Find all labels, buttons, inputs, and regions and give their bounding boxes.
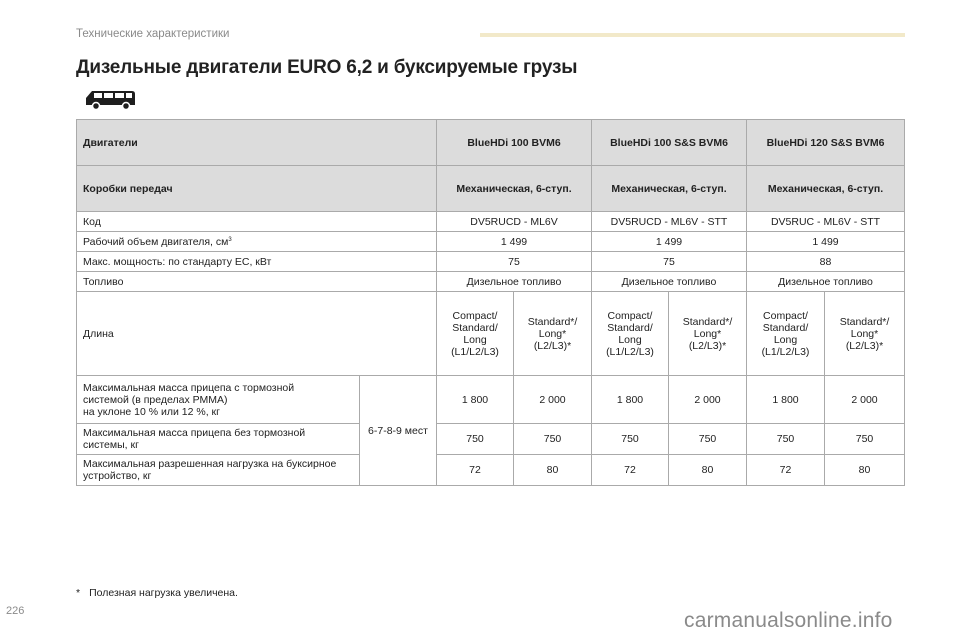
gearbox-col-2: Механическая, 6-ступ. xyxy=(592,166,747,212)
engine-col-3: BlueHDi 120 S&S BVM6 xyxy=(747,120,905,166)
van-icon xyxy=(82,86,138,112)
gearbox-label: Коробки передач xyxy=(77,166,437,212)
tow-braked-value: 2 000 xyxy=(669,376,747,424)
tow-unbraked-value: 750 xyxy=(514,424,592,455)
tow-braked-row xyxy=(77,376,905,424)
watermark-text: carmanualsonline.info xyxy=(684,609,893,632)
hitch-load-value: 80 xyxy=(514,455,592,486)
engines-row xyxy=(77,120,905,166)
hitch-load-value: 72 xyxy=(747,455,825,486)
fuel-col-3: Дизельное топливо xyxy=(747,272,905,292)
engine-spec-table xyxy=(76,119,905,486)
gearbox-row xyxy=(77,166,905,212)
displacement-col-3: 1 499 xyxy=(747,232,905,252)
tow-braked-label: Максимальная масса прицепа с тормозной системой (в пределах РММА) на уклоне 10 % или 12 %, кг xyxy=(77,376,360,424)
length-label: Длина xyxy=(77,292,437,376)
gearbox-col-1: Механическая, 6-ступ. xyxy=(437,166,592,212)
tow-unbraked-value: 750 xyxy=(592,424,669,455)
hitch-load-row xyxy=(77,455,905,486)
engine-col-1: BlueHDi 100 BVM6 xyxy=(437,120,592,166)
tow-braked-value: 1 800 xyxy=(437,376,514,424)
length-cell: Compact/ Standard/ Long (L1/L2/L3) xyxy=(747,292,825,376)
page-number: 226 xyxy=(6,605,25,617)
displacement-unit-sup: 3 xyxy=(228,236,232,243)
tow-unbraked-value: 750 xyxy=(437,424,514,455)
length-cell: Compact/ Standard/ Long (L1/L2/L3) xyxy=(437,292,514,376)
power-col-1: 75 xyxy=(437,252,592,272)
seats-cell: 6-7-8-9 мест xyxy=(360,376,437,486)
hitch-load-value: 72 xyxy=(592,455,669,486)
tow-braked-value: 2 000 xyxy=(825,376,905,424)
tow-braked-value: 2 000 xyxy=(514,376,592,424)
engine-col-2: BlueHDi 100 S&S BVM6 xyxy=(592,120,747,166)
tow-unbraked-value: 750 xyxy=(825,424,905,455)
fuel-col-1: Дизельное топливо xyxy=(437,272,592,292)
tow-unbraked-value: 750 xyxy=(669,424,747,455)
hitch-load-value: 80 xyxy=(669,455,747,486)
hitch-load-value: 72 xyxy=(437,455,514,486)
code-row xyxy=(77,212,905,232)
length-cell: Standard*/ Long* (L2/L3)* xyxy=(514,292,592,376)
power-col-2: 75 xyxy=(592,252,747,272)
length-cell: Compact/ Standard/ Long (L1/L2/L3) xyxy=(592,292,669,376)
gearbox-col-3: Механическая, 6-ступ. xyxy=(747,166,905,212)
fuel-col-2: Дизельное топливо xyxy=(592,272,747,292)
code-col-2: DV5RUCD - ML6V - STT xyxy=(592,212,747,232)
footnote-text: Полезная нагрузка увеличена. xyxy=(89,587,238,599)
displacement-label-cell xyxy=(77,232,437,252)
code-label: Код xyxy=(77,212,437,232)
power-label: Макс. мощность: по стандарту ЕС, кВт xyxy=(77,252,437,272)
footnote xyxy=(76,587,238,599)
tow-braked-value: 1 800 xyxy=(592,376,669,424)
code-col-3: DV5RUC - ML6V - STT xyxy=(747,212,905,232)
power-row xyxy=(77,252,905,272)
hitch-load-label: Максимальная разрешенная нагрузка на буксирное устройство, кг xyxy=(77,455,360,486)
displacement-col-1: 1 499 xyxy=(437,232,592,252)
power-col-3: 88 xyxy=(747,252,905,272)
tow-unbraked-value: 750 xyxy=(747,424,825,455)
header-accent-bar xyxy=(480,33,905,37)
tow-braked-value: 1 800 xyxy=(747,376,825,424)
displacement-col-2: 1 499 xyxy=(592,232,747,252)
length-cell: Standard*/ Long* (L2/L3)* xyxy=(825,292,905,376)
fuel-label: Топливо xyxy=(77,272,437,292)
footnote-marker: * xyxy=(76,587,81,599)
length-cell: Standard*/ Long* (L2/L3)* xyxy=(669,292,747,376)
hitch-load-value: 80 xyxy=(825,455,905,486)
engines-label: Двигатели xyxy=(77,120,437,166)
fuel-row xyxy=(77,272,905,292)
displacement-label: Рабочий объем двигателя, см xyxy=(83,235,229,248)
tow-unbraked-row xyxy=(77,424,905,455)
length-row xyxy=(77,292,905,376)
section-header: Технические характеристики xyxy=(76,28,230,40)
tow-unbraked-label: Максимальная масса прицепа без тормозной системы, кг xyxy=(77,424,360,455)
page-title: Дизельные двигатели EURO 6,2 и буксируемые грузы xyxy=(76,57,578,78)
code-col-1: DV5RUCD - ML6V xyxy=(437,212,592,232)
displacement-row xyxy=(77,232,905,252)
